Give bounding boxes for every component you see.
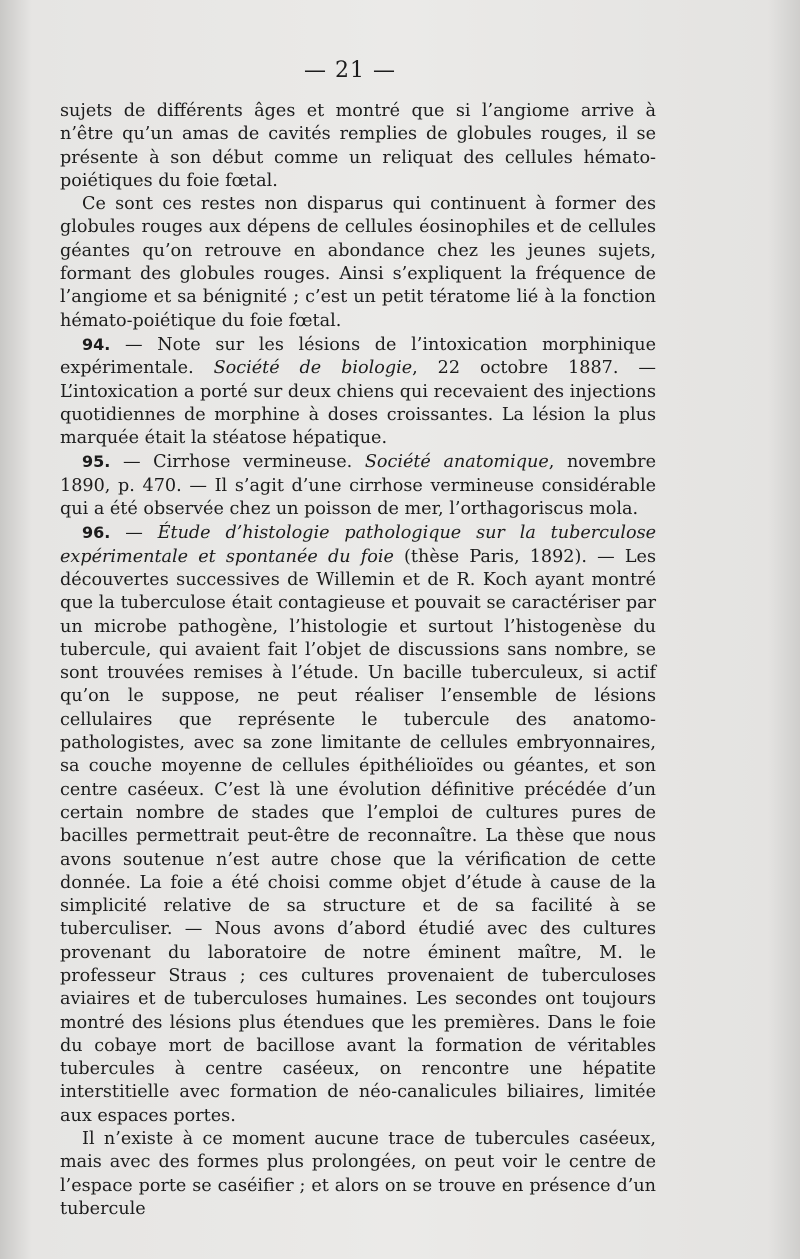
entry-94-text: , 22 octobre 1887. — L’intoxication a porté sur deux chiens qui recevaient des injections quotidiennes de morphine à doses croissantes. La lésion la plus marquée était la stéatose hépatique. [60,358,656,449]
paragraph-angiome-conclusion: Ce sont ces restes non disparus qui continuent à former des globules rouges aux dépens de cellules éosinophiles et de cellules géantes qu’on retrouve en abondance chez les jeunes sujets, formant des globules rouges. Ainsi s’expliquent la fréquence de l’angiome et sa bénignité ; c’est un petit tératome lié à la fonction hémato-poiétique du foie fœtal. [60,194,656,331]
entry-96-dash: — [110,523,158,544]
entry-95-number: 95. [82,452,111,472]
entry-94 [60,333,656,450]
entry-96-title: Étude d’histologie pathologique sur la tuberculose expérimentale et spontanée du foie [60,523,657,567]
entry-96-text: (thèse Paris, 1892). — Les découvertes successives de Willemin et de R. Koch ayant montré que la tuberculose était contagieuse et pouvait se caractériser par un microbe pathogène, l’histologie et surtout l’histogenèse du tubercule, qui avaient fait l’objet de discussions sans nombre, se sont trouvées remises à l’étude. Un bacille tuberculeux, si actif qu’on le suppose, ne peut réaliser l’ensemble de lésions cellulaires que représente le tubercule des anatomo-pathologistes, avec sa zone limitante de cellules embryonnaires, sa couche moyenne de cellules épithélioïdes ou géantes, et son centre caséeux. C’est là une évolution définitive précédée d’un certain nombre de stades que l’emploi de cultures pures de bacilles permettrait peut-être de reconnaître. La thèse que nous avons soutenue n’est autre chose que la vérification de cette donnée. La foie a été choisi comme objet d’étude à cause de la simplicité relative de sa structure et de sa facilité à se tuberculiser. — Nous avons d’abord étudié avec des cultures provenant du laboratoire de notre éminent maître, M. le professeur Straus ; ces cultures provenaient de tuberculoses aviaires et de tuberculoses humaines. Les secondes ont toujours montré des lésions plus étendues que les premières. Dans le foie du cobaye mort de bacillose avant la formation de véritables tubercules à centre caséeux, on rencontre une hépatite interstitielle avec formation de néo-canalicules biliaires, limitée aux espaces portes. [60,546,656,1126]
entry-95-text: , novembre 1890, p. 470. — Il s’agit d’une cirrhose vermineuse considérable qui a été observée chez un poisson de mer, l’orthagoriscus mola. [60,452,656,520]
paragraph-angiome-continued: sujets de différents âges et montré que si l’angiome arrive à n’être qu’un amas de cavités remplies de globules rouges, il se présente à son début comme un reliquat des cellules hémato-poiétiques du foie fœtal. [60,101,656,191]
paragraph-caseous-tubercle: Il n’existe à ce moment aucune trace de tubercules caséeux, mais avec des formes plus prolongées, on peut voir le centre de l’espace porte se caséifier ; et alors on se trouve en présence d’un tubercule [60,1129,656,1219]
page-number: — 21 — [304,58,396,83]
entry-95 [60,450,656,521]
entry-94-journal: Société de biologie [213,358,413,379]
page-text [60,100,656,1221]
entry-95-journal: Société anatomique [364,452,549,473]
entry-94-title: — Note sur les lésions de l’intoxication morphinique expérimentale. [60,334,656,379]
entry-96-number: 96. [82,523,111,543]
entry-94-number: 94. [82,334,111,354]
entry-95-title: — Cirrhose vermineuse. [110,452,365,473]
entry-96 [60,521,656,1128]
